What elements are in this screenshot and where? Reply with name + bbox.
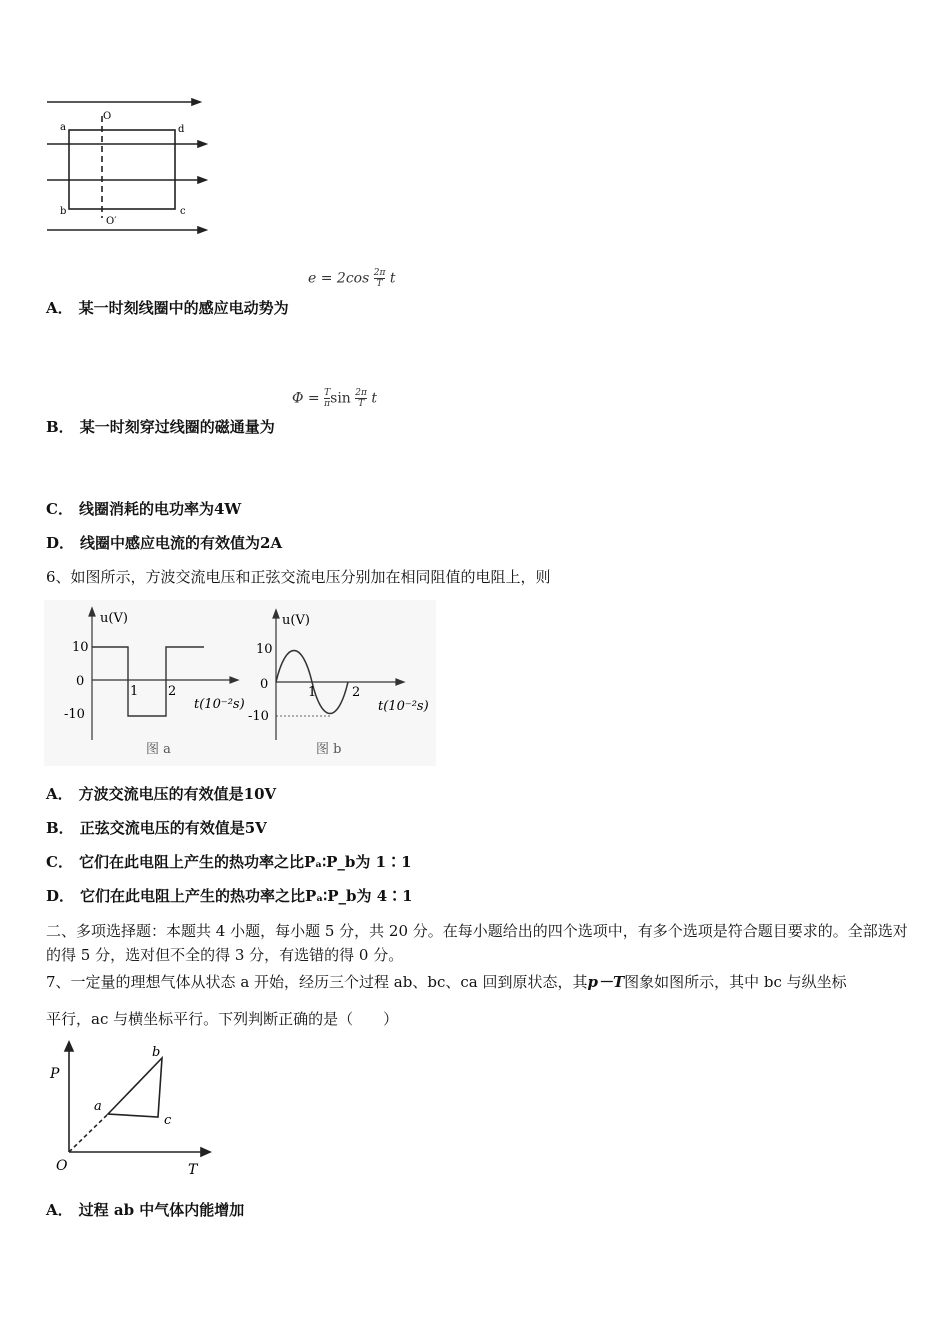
fig-a [89,608,238,740]
label-b: b [60,206,67,217]
q7-stem-line2: 平行，ac 与横坐标平行。下列判断正确的是（ ） [46,1010,399,1028]
pt-label-o: O [56,1158,68,1174]
fig-b-xlabel: t(10⁻²s) [378,699,429,714]
label-d: d [178,124,185,135]
q6-option-a: A． 方波交流电压的有效值是10V [46,785,277,803]
pt-cycle-abc [108,1058,162,1117]
q6-option-d: D． 它们在此电阻上产生的热功率之比Pₐ∶P_b为 4∶1 [46,887,413,905]
formula-flux: Φ = $\frac{T}{\pi}$ sin $\frac{2\pi}{T}$ t [292,388,378,409]
fig-b-x1: 1 [308,685,317,700]
q6-figures [44,600,436,766]
pt-dashed-origin [69,1114,108,1152]
fig-a-yzero: 0 [76,674,85,689]
fig-a-ytop: 10 [72,640,89,655]
fig-b-ybot: -10 [248,709,269,724]
coil-rect [69,130,175,209]
pt-label-a: a [94,1099,102,1114]
label-o-prime: O′ [106,216,117,227]
fig-b-ytop: 10 [256,642,273,657]
q7-stem-line1: 7、一定量的理想气体从状态 a 开始，经历三个过程 ab、bc、ca 回到原状态，其p－T图象如图所示，其中 bc 与纵坐标 [46,973,847,991]
q5-option-c: C． 线圈消耗的电功率为4W [46,500,242,518]
fig-b [273,610,404,740]
fig-b-x2: 2 [352,685,361,700]
label-c: c [180,206,186,217]
fig-a-ybot: -10 [64,707,85,722]
fig-a-square-wave [92,647,204,716]
q7-pt-figure [44,1036,224,1180]
fig-b-ylabel: u(V) [282,613,310,628]
q6-option-b: B． 正弦交流电压的有效值是5V [46,819,267,837]
label-o: O [103,111,112,122]
fig-b-caption: 图 b [316,742,342,757]
pt-label-c: c [164,1113,172,1128]
fig-a-x2: 2 [168,684,177,699]
q6-option-c: C． 它们在此电阻上产生的热功率之比Pₐ∶P_b为 1∶1 [46,853,412,871]
pt-label-b: b [152,1045,161,1060]
q5-option-d: D． 线圈中感应电流的有效值为2A [46,534,283,552]
pt-label-t: T [188,1162,198,1178]
q6-stem: 6、如图所示，方波交流电压和正弦交流电压分别加在相同阻值的电阻上，则 [46,568,551,586]
coil-figure [40,92,220,242]
pt-label-p: P [50,1066,60,1082]
section-2-heading: 二、多项选择题：本题共 4 小题，每小题 5 分，共 20 分。在每小题给出的四个选项中，有多个选项是符合题目要求的。全部选对的得 5 分，选对但不全的得 3 分，有选错的得 0 分。 [46,922,908,964]
fig-a-xlabel: t(10⁻²s) [194,697,245,712]
fig-a-ylabel: u(V) [100,611,128,626]
q5-option-a: A． 某一时刻线圈中的感应电动势为 [46,299,289,317]
q5-option-b: B． 某一时刻穿过线圈的磁通量为 [46,418,275,436]
label-a: a [60,122,66,133]
q7-option-a: A． 过程 ab 中气体内能增加 [46,1201,245,1219]
fig-a-x1: 1 [130,684,139,699]
field-arrow-1 [192,99,200,105]
fig-b-yzero: 0 [260,677,269,692]
formula-emf: e = 2cos $\frac{2\pi}{T}$ t [308,268,396,289]
fig-a-caption: 图 a [146,742,171,757]
